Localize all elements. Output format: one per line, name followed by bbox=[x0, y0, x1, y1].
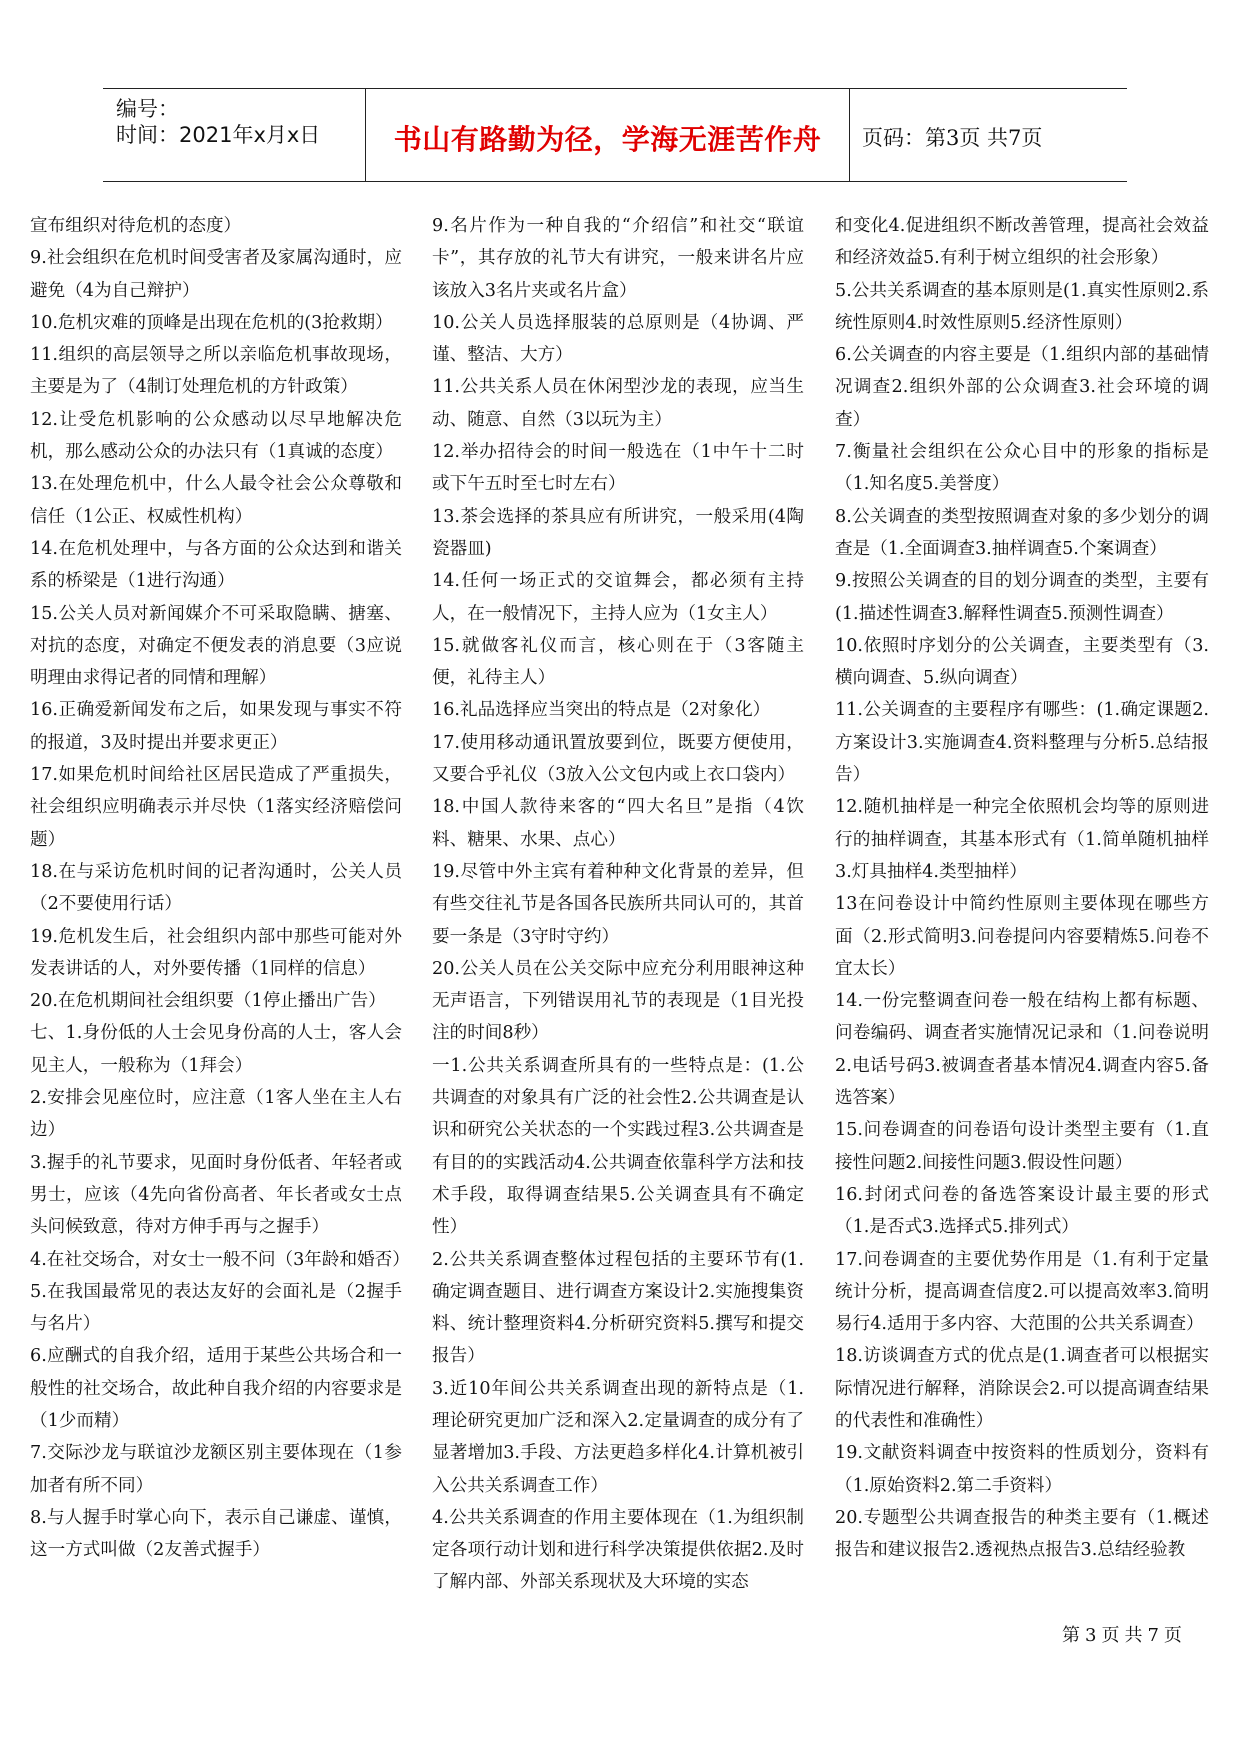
page-code: 页码：第3页 共7页 bbox=[862, 126, 1043, 150]
question-paragraph: 13.茶会选择的茶具应有所讲究，一般采用(4陶瓷器皿) bbox=[432, 506, 804, 559]
question-paragraph: 14.在危机处理中，与各方面的公众达到和谐关系的桥梁是（1进行沟通） bbox=[30, 538, 402, 592]
question-paragraph: 7.交际沙龙与联谊沙龙额区别主要体现在（1参加者有所不同） bbox=[30, 1443, 402, 1496]
question-paragraph: 10.危机灾难的顶峰是出现在危机的(3抢救期） bbox=[30, 312, 393, 333]
question-paragraph: 12.随机抽样是一种完全依照机会均等的原则进行的抽样调查，其基本形式有（1.简单随机抽样3.灯具抽样4.类型抽样） bbox=[835, 797, 1209, 882]
question-paragraph: 和变化4.促进组织不断改善管理，提高社会效益和经济效益5.有利于树立组织的社会形象） bbox=[835, 216, 1209, 269]
question-paragraph: 19.文献资料调查中按资料的性质划分，资料有（1.原始资料2.第二手资料） bbox=[835, 1443, 1209, 1496]
question-paragraph: 19.危机发生后，社会组织内部中那些可能对外发表讲话的人，对外要传播（1同样的信息） bbox=[30, 926, 402, 979]
question-paragraph: 11.组织的高层领导之所以亲临危机事故现场，主要是为了（4制订处理危机的方针政策） bbox=[30, 345, 402, 398]
question-paragraph: 15.公关人员对新闻媒介不可采取隐瞒、搪塞、对抗的态度，对确定不便发表的消息要（3应说明理由求得记者的同情和理解） bbox=[30, 603, 402, 689]
question-paragraph: 16.正确爱新闻发布之后，如果发现与事实不符的报道，3及时提出并要求更正） bbox=[30, 700, 402, 753]
number-label: 编号： bbox=[116, 97, 179, 121]
question-paragraph: 10.依照时序划分的公关调查，主要类型有（3.横向调查、5.纵向调查） bbox=[835, 635, 1209, 689]
question-paragraph: 13.在处理危机中，什么人最令社会公众尊敬和信任（1公正、权威性机构） bbox=[30, 474, 402, 527]
question-paragraph: 17.如果危机时间给社区居民造成了严重损失，社会组织应明确表示并尽快（1落实经济赔偿问题） bbox=[30, 765, 402, 850]
text-column-2 bbox=[432, 210, 804, 1599]
time-label: 时间：2021年x月x日 bbox=[116, 123, 321, 147]
question-paragraph: 11.公关调查的主要程序有哪些：(1.确定课题2.方案设计3.实施调查4.资料整理与分析5.总结报告） bbox=[835, 700, 1209, 786]
question-paragraph: 20.公关人员在公关交际中应充分利用眼神这种无声语言，下列错误用礼节的表现是（1目光投注的时间8秒） bbox=[432, 958, 804, 1044]
question-paragraph: 19.尽管中外主宾有着种种文化背景的差异，但有些交往礼节是各国各民族所共同认可的，其首要一条是（3守时守约） bbox=[432, 861, 804, 947]
question-paragraph: 6.公关调查的内容主要是（1.组织内部的基础情况调查2.组织外部的公众调查3.社会环境的调查） bbox=[835, 345, 1209, 430]
question-paragraph: 18.在与采访危机时间的记者沟通时，公关人员（2不要使用行话） bbox=[30, 861, 402, 915]
page-header bbox=[103, 88, 1127, 182]
question-paragraph: 6.应酬式的自我介绍，适用于某些公共场合和一般性的社交场合，故此种自我介绍的内容要求是（1少而精） bbox=[30, 1346, 402, 1431]
question-paragraph: 3.近10年间公共关系调查出现的新特点是（1.理论研究更加广泛和深入2.定量调查的成分有了显著增加3.手段、方法更趋多样化4.计算机被引入公共关系调查工作） bbox=[432, 1378, 804, 1496]
question-paragraph: 9.社会组织在危机时间受害者及家属沟通时，应避免（4为自己辩护） bbox=[30, 248, 402, 301]
question-paragraph: 4.公共关系调查的作用主要体现在（1.为组织制定各项行动计划和进行科学决策提供依据2.及时了解内部、外部关系现状及大环境的实态 bbox=[432, 1507, 804, 1593]
question-paragraph: 18.访谈调查方式的优点是(1.调查者可以根据实际情况进行解释，消除误会2.可以提高调查结果的代表性和准确性） bbox=[835, 1346, 1209, 1431]
question-paragraph: 18.中国人款待来客的“四大名旦”是指（4饮料、糖果、水果、点心） bbox=[432, 797, 804, 850]
question-paragraph: 12.让受危机影响的公众感动以尽早地解决危机，那么感动公众的办法只有（1真诚的态度） bbox=[30, 409, 402, 463]
header-motto-cell bbox=[366, 89, 850, 181]
question-paragraph: 20.在危机期间社会组织要（1停止播出广告） bbox=[30, 991, 386, 1012]
question-paragraph: 七、1.身份低的人士会见身份高的人士，客人会见主人，一般称为（1拜会） bbox=[30, 1023, 402, 1076]
question-paragraph: 2.公共关系调查整体过程包括的主要环节有(1.确定调查题目、进行调查方案设计2.实施搜集资料、统计整理资料4.分析研究资料5.撰写和提交报告） bbox=[432, 1249, 804, 1367]
text-column-1 bbox=[30, 210, 410, 1566]
question-paragraph: 17.使用移动通讯置放要到位，既要方便使用，又要合乎礼仪（3放入公文包内或上衣口袋内） bbox=[432, 732, 804, 786]
question-paragraph: 13在问卷设计中简约性原则主要体现在哪些方面（2.形式简明3.问卷提问内容要精炼5.问卷不宜太长） bbox=[835, 894, 1209, 979]
question-paragraph: 宣布组织对待危机的态度） bbox=[30, 216, 242, 236]
question-paragraph: 15.就做客礼仪而言，核心则在于（3客随主便，礼待主人） bbox=[432, 635, 804, 689]
question-paragraph: 4.在社交场合，对女士一般不问（3年龄和婚否） bbox=[30, 1249, 410, 1270]
question-paragraph: 8.与人握手时掌心向下，表示自己谦虚、谨慎，这一方式叫做（2友善式握手） bbox=[30, 1507, 402, 1561]
question-paragraph: 16.礼品选择应当突出的特点是（2对象化） bbox=[432, 700, 771, 721]
question-paragraph: 11.公共关系人员在休闲型沙龙的表现，应当生动、随意、自然（3以玩为主） bbox=[432, 377, 804, 430]
question-paragraph: 7.衡量社会组织在公众心目中的形象的指标是（1.知名度5.美誉度） bbox=[835, 442, 1209, 495]
question-paragraph: 8.公关调查的类型按照调查对象的多少划分的调查是（1.全面调查3.抽样调查5.个案调查） bbox=[835, 506, 1209, 559]
question-paragraph: 17.问卷调查的主要优势作用是（1.有利于定量统计分析，提高调查信度2.可以提高效率3.简明易行4.适用于多内容、大范围的公共关系调查） bbox=[835, 1249, 1209, 1335]
question-paragraph: 9.按照公关调查的目的划分调查的类型，主要有(1.描述性调查3.解释性调查5.预测性调查） bbox=[835, 571, 1209, 624]
page-footer: 第3页共7页 bbox=[1062, 1625, 1187, 1646]
question-paragraph: 10.公关人员选择服装的总原则是（4协调、严谨、整洁、大方） bbox=[432, 312, 804, 366]
question-paragraph: 20.专题型公共调查报告的种类主要有（1.概述报告和建议报告2.透视热点报告3.总结经验教 bbox=[835, 1507, 1209, 1561]
question-paragraph: 14.任何一场正式的交谊舞会，都必须有主持人，在一般情况下，主持人应为（1女主人） bbox=[432, 571, 804, 624]
question-paragraph: 一1.公共关系调查所具有的一些特点是：(1.公共调查的对象具有广泛的社会性2.公共调查是认识和研究公关状态的一个实践过程3.公共调查是有目的的实践活动4.公共调查依靠科学方法和技术手段，取得调查结果5.公关调查具有不确定性） bbox=[432, 1055, 804, 1238]
header-page-cell bbox=[850, 89, 1127, 181]
question-paragraph: 3.握手的礼节要求，见面时身份低者、年轻者或男士，应该（4先向省份高者、年长者或女士点头问候致意，待对方伸手再与之握手） bbox=[30, 1152, 402, 1238]
question-paragraph: 16.封闭式问卷的备选答案设计最主要的形式（1.是否式3.选择式5.排列式） bbox=[835, 1184, 1209, 1238]
question-paragraph: 9.名片作为一种自我的“介绍信”和社交“联谊卡”，其存放的礼节大有讲究，一般来讲名片应该放入3名片夹或名片盒） bbox=[432, 216, 804, 301]
motto: 书山有路勤为径，学海无涯苦作舟 bbox=[393, 123, 822, 156]
question-paragraph: 12.举办招待会的时间一般选在（1中午十二时或下午五时至七时左右） bbox=[432, 442, 804, 495]
question-paragraph: 2.安排会见座位时，应注意（1客人坐在主人右边） bbox=[30, 1088, 402, 1141]
text-column-3 bbox=[835, 210, 1209, 1566]
header-meta-cell bbox=[103, 89, 366, 181]
question-paragraph: 5.公共关系调查的基本原则是(1.真实性原则2.系统性原则4.时效性原则5.经济性原则） bbox=[835, 280, 1209, 333]
question-paragraph: 5.在我国最常见的表达友好的会面礼是（2握手与名片） bbox=[30, 1281, 402, 1335]
question-paragraph: 14.一份完整调查问卷一般在结构上都有标题、问卷编码、调查者实施情况记录和（1.问卷说明2.电话号码3.被调查者基本情况4.调查内容5.备选答案） bbox=[835, 991, 1209, 1109]
question-paragraph: 15.问卷调查的问卷语句设计类型主要有（1.直接性问题2.间接性问题3.假设性问题） bbox=[835, 1120, 1209, 1173]
